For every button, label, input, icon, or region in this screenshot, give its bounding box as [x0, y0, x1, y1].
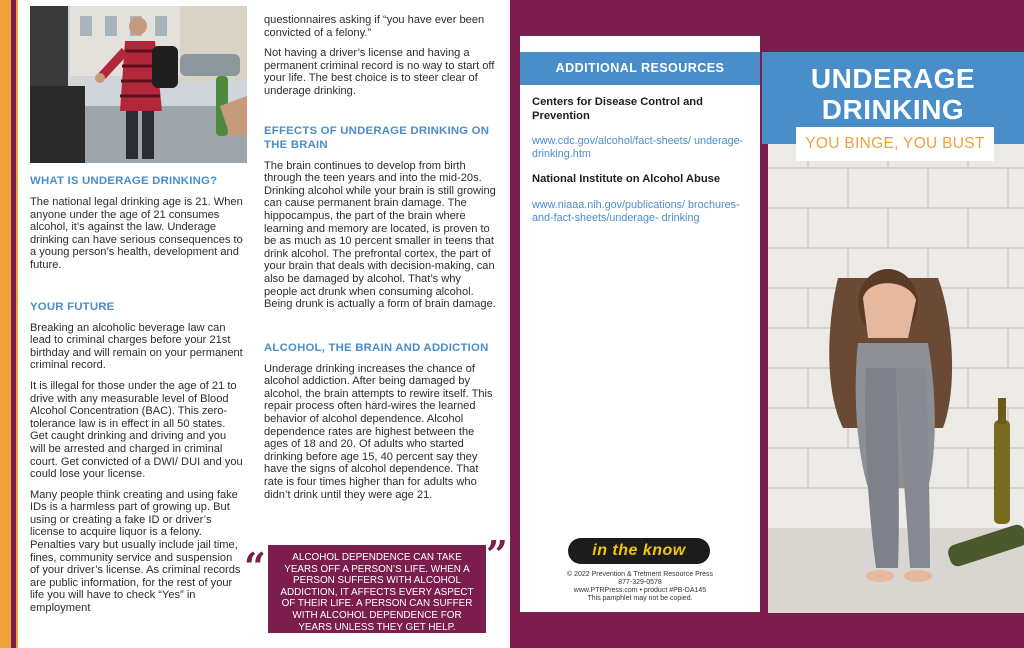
- footer-line: This pamphlet may not be copied.: [587, 595, 693, 602]
- resource-link-niaaa[interactable]: www.niaaa.nih.gov/publications/ brochures-and-fact-sheets/underage- drinking: [532, 198, 740, 225]
- orange-edge-strip: [0, 0, 18, 648]
- cover-subtitle: YOU BINGE, YOU BUST: [796, 127, 994, 161]
- section-heading-addiction: ALCOHOL, THE BRAIN AND ADDICTION: [264, 341, 489, 354]
- cover-title-line2: DRINKING: [821, 94, 965, 125]
- section-heading-effects-brain: EFFECTS OF UNDERAGE DRINKING ON THE BRAIN: [264, 124, 490, 151]
- resources-heading: ADDITIONAL RESOURCES: [520, 52, 760, 85]
- resource-name-niaaa: National Institute on Alcohol Abuse: [532, 173, 721, 186]
- paragraph: It is illegal for those under the age of 21 to drive with any measurable level of Blood Alcohol Concentration (BAC). This zero-tolerance law is in effect in all 50 states. Get caught drinking and driving and you will be arrested and charged in criminal court. Get convicted of a DWI/ DUI and you could lose your license.: [30, 379, 243, 481]
- pull-quote: ALCOHOL DEPENDENCE CAN TAKE YEARS OFF A PERSON’S LIFE. WHEN A PERSON SUFFERS WITH ALCOHOL ADDICTION, IT AFFECTS EVERY ASPECT OF THEIR LIFE. A PERSON CAN SUFFER WITH ALCOHOL DEPENDENCE FOR YEARS UNLESS THEY GET HELP.: [268, 545, 486, 633]
- paragraph: Many people think creating and using fake IDs is a harmless part of growing up. But using or creating a fake ID or driver’s license to acquire liquor is a felony. Penalties vary but usually include jail time, fines, community service and suspension of your driver’s license. As criminal records are public information, for the rest of your life you will have to check “Yes” in employment: [30, 488, 241, 615]
- paragraph: Underage drinking increases the chance of alcohol addiction. After being damaged by alcohol, the brain attempts to rewire itself. This repair process often hard-wires the learned behavior of alcohol dependence. Alcohol dependence rates are highest between the ages of 18 and 20. Of adults who started drinking before age 15, 40 percent say they have the signs of alcohol dependence. That rate is four times higher than for adults who didn’t drink until they were age 21.: [264, 362, 493, 501]
- section-heading-what-is: WHAT IS UNDERAGE DRINKING?: [30, 175, 218, 187]
- sad-girl-illustration: [768, 128, 1024, 613]
- in-the-know-logo: in the know: [568, 538, 710, 564]
- panel-left-text: [30, 166, 244, 615]
- publisher-footer: [530, 571, 750, 603]
- cover-photo-girl: [768, 128, 1024, 613]
- panel-middle-text: [264, 14, 496, 501]
- paragraph: The national legal drinking age is 21. When anyone under the age of 21 consumes alcohol, it’s against the law. Underage drinking can have serious consequences to a young person’s health, development and future.: [30, 196, 243, 271]
- paragraph: Breaking an alcoholic beverage law can lead to criminal charges before your 21st birthday and will remain on your permanent criminal record.: [30, 321, 243, 372]
- teen-street-photo: [30, 6, 247, 163]
- footer-line: 877-329-0578: [618, 579, 662, 586]
- footer-line: www.PTRPress.com • product #PB-DA145: [573, 587, 707, 594]
- quote-close-mark: ”: [486, 532, 508, 577]
- resource-name-cdc: Centers for Disease Control and Prevention: [532, 96, 703, 122]
- teen-street-illustration: [30, 6, 247, 163]
- paragraph: The brain continues to develop from birth through the teen years and into the mid-20s. Drinking alcohol while your brain is still growing can cause permanent brain damage. The hippocampus, the part of the brain where learning and memory are located, is proven to be as much as 10 percent smaller in teens that drink alcohol. The prefrontal cortex, the part of your brain that deals with decision-making, can also be damaged by alcohol. That’s why people act drunk when consuming alcohol. Being drunk is actually a form of brain damage.: [264, 159, 496, 311]
- cover-title-line1: UNDERAGE: [810, 63, 976, 94]
- quote-open-mark: “: [244, 544, 266, 589]
- resources-list: [532, 96, 752, 225]
- paragraph: questionnaires asking if “you have ever been convicted of a felony.”: [264, 14, 485, 39]
- footer-line: © 2022 Prevention & Tretment Resource Press: [566, 571, 713, 578]
- section-heading-your-future: YOUR FUTURE: [30, 300, 115, 313]
- resource-link-cdc[interactable]: www.cdc.gov/alcohol/fact-sheets/ underage-drinking.htm: [532, 135, 744, 161]
- paragraph: Not having a driver’s license and having a permanent criminal record is no way to start off your life. The best choice is to steer clear of underage drinking.: [264, 47, 495, 97]
